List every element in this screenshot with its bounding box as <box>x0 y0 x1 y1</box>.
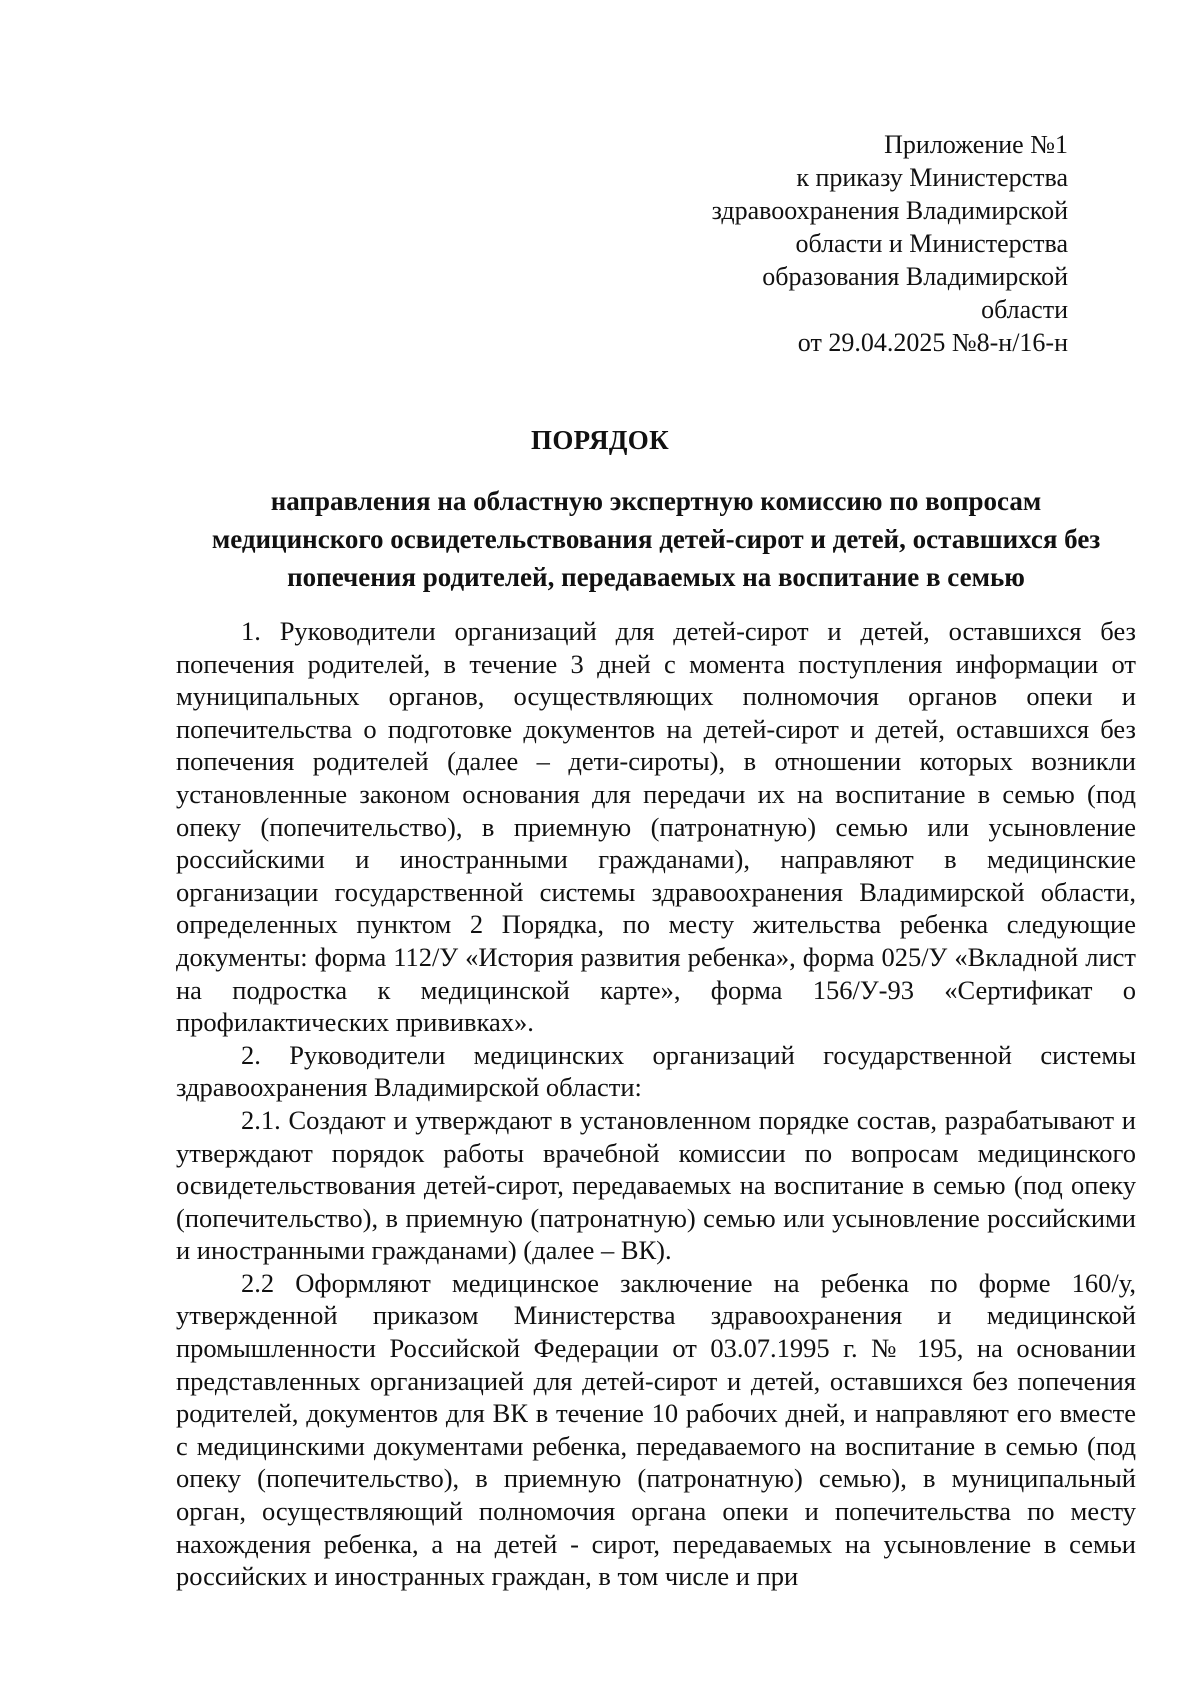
appendix-line: образования Владимирской <box>762 262 1068 291</box>
appendix-line: здравоохранения Владимирской <box>711 196 1068 225</box>
appendix-line: области <box>981 295 1068 324</box>
paragraph-1: 1. Руководители организаций для детей-сирот и детей, оставшихся без попечения родителей, в течение 3 дней с момента поступления информации от муниципальных органов, осуществляющих полномочия органов опеки и попечительства о подготовке документов на детей-сирот и детей, оставшихся без попечения родителей (далее – дети-сироты), в отношении которых возникли установленные законом основания для передачи их на воспитание в семью (под опеку (попечительство), в приемную (патронатную) семью или усыновление российскими и иностранными гражданами), направляют в медицинские организации государственной системы здравоохранения Владимирской области, определенных пунктом 2 Порядка, по месту жительства ребенка следующие документы: форма 112/У «История развития ребенка», форма 025/У «Вкладной лист на подростка к медицинской карте», форма 156/У-93 «Сертификат о профилактических прививках». <box>176 616 1136 1038</box>
subtitle-line: попечения родителей, передаваемых на воспитание в семью <box>287 562 1025 592</box>
appendix-line: к приказу Министерства <box>796 163 1068 192</box>
document-body <box>176 615 1136 1593</box>
paragraph-2-2: 2.2 Оформляют медицинское заключение на ребенка по форме 160/у, утвержденной приказом Министерства здравоохранения и медицинской промышленности Российской Федерации от 03.07.1995 г. № 195, на основании представленных организацией для детей-сирот и детей, оставшихся без попечения родителей, документов для ВК в течение 10 рабочих дней, и направляют его вместе с медицинскими документами ребенка, передаваемого на воспитание в семью (под опеку (попечительство), в приемную (патронатную) семью), в муниципальный орган, осуществляющий полномочия органа опеки и попечительства по месту нахождения ребенка, а на детей - сирот, передаваемых на усыновление в семьи российских и иностранных граждан, в том числе и при <box>176 1267 1136 1592</box>
paragraph-2-1: 2.1. Создают и утверждают в установленном порядке состав, разрабатывают и утверждают порядок работы врачебной комиссии по вопросам медицинского освидетельствования детей-сирот, передаваемых на воспитание в семью (под опеку (попечительство), в приемную (патронатную) семью или усыновление российскими и иностранными гражданами) (далее – ВК). <box>176 1104 1136 1266</box>
appendix-line: Приложение №1 <box>884 130 1068 159</box>
appendix-line: от 29.04.2025 №8-н/16-н <box>797 328 1068 357</box>
document-title: ПОРЯДОК <box>531 425 669 455</box>
subtitle-line: направления на областную экспертную комиссию по вопросам <box>270 486 1042 516</box>
paragraph-2: 2. Руководители медицинских организаций государственной системы здравоохранения Владимирской области: <box>176 1039 1136 1103</box>
document-subtitle <box>176 482 1136 596</box>
appendix-block <box>568 128 1068 359</box>
appendix-line: области и Министерства <box>795 229 1068 258</box>
subtitle-line: медицинского освидетельствования детей-сирот и детей, оставшихся без <box>211 524 1101 554</box>
